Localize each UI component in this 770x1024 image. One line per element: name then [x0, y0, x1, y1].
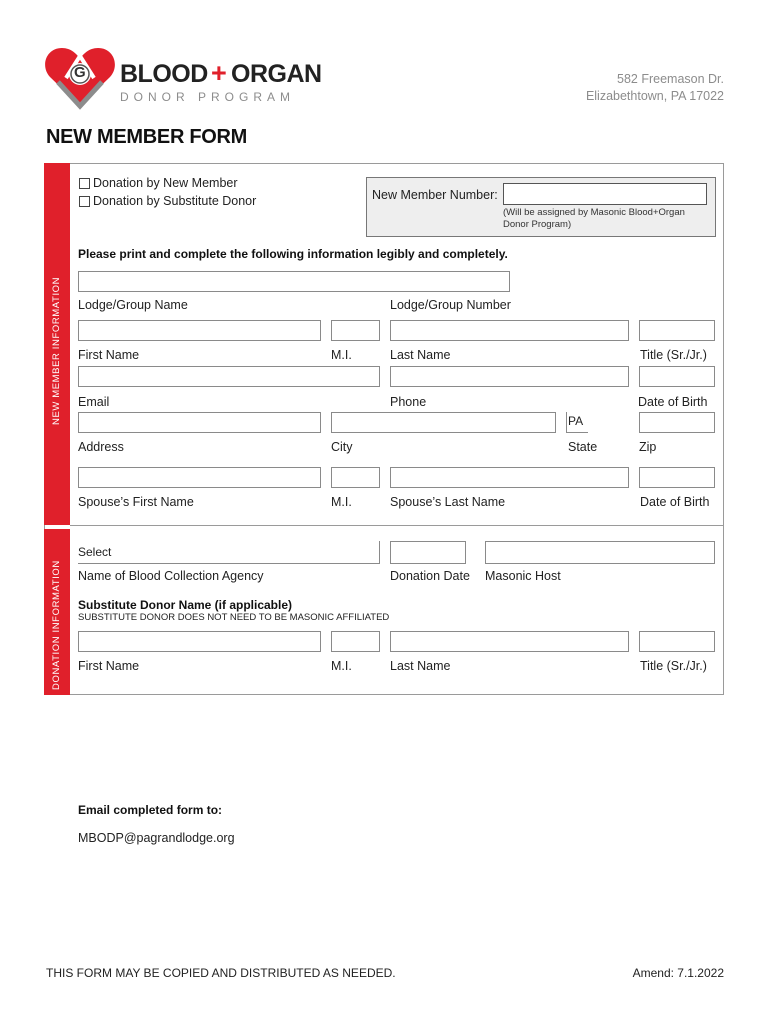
donation-info-sidebar [44, 529, 70, 695]
title-input[interactable] [639, 320, 715, 341]
email-to-address[interactable]: MBODP@pagrandlodge.org [78, 831, 235, 845]
footer-amend: Amend: 7.1.2022 [632, 966, 724, 980]
phone-label: Phone [390, 395, 427, 409]
sub-first-label: First Name [78, 659, 140, 673]
phone-input[interactable] [390, 366, 629, 387]
donation-date-input[interactable] [390, 541, 466, 564]
email-to-label: Email completed form to: [78, 803, 223, 817]
sub-mi-input[interactable] [331, 631, 380, 652]
spouse-first-label: Spouse’s First Name [78, 495, 194, 509]
spouse-last-label: Spouse’s Last Name [390, 495, 506, 509]
sub-title-label: Title (Sr./Jr.) [640, 659, 707, 673]
address-line-1: 582 Freemason Dr. [617, 72, 724, 86]
spouse-first-input[interactable] [78, 467, 321, 488]
email-input[interactable] [78, 366, 380, 387]
sub-title-input[interactable] [639, 631, 715, 652]
logo-plus: + [211, 58, 227, 88]
logo-word-blood: BLOOD [120, 60, 208, 88]
city-label: City [331, 440, 353, 454]
member-number-input[interactable] [503, 183, 707, 205]
logo-word-organ: ORGAN [231, 60, 322, 88]
address-line-2: Elizabethtown, PA 17022 [585, 89, 724, 103]
member-number-label: New Member Number: [372, 188, 498, 202]
last-name-input[interactable] [390, 320, 629, 341]
sub-first-input[interactable] [78, 631, 321, 652]
lodge-name-input[interactable] [78, 271, 510, 292]
sub-mi-label: M.I. [331, 659, 352, 673]
instruction-text: Please print and complete the following information legibly and completely. [78, 247, 508, 261]
mi-input[interactable] [331, 320, 380, 341]
spouse-dob-input[interactable] [639, 467, 715, 488]
spouse-mi-label: M.I. [331, 495, 352, 509]
lodge-name-label: Lodge/Group Name [78, 298, 188, 312]
checkbox-new-member[interactable] [79, 178, 90, 189]
agency-select[interactable]: Select [78, 541, 380, 564]
address-label: Address [78, 440, 124, 454]
zip-label: Zip [639, 440, 657, 454]
donation-info-label: DONATION INFORMATION [51, 560, 62, 690]
mi-label: M.I. [331, 348, 352, 362]
member-info-label: NEW MEMBER INFORMATION [51, 276, 62, 425]
state-label: State [568, 440, 598, 454]
lodge-number-label: Lodge/Group Number [390, 298, 511, 312]
first-name-label: First Name [78, 348, 140, 362]
logo-letter: G [74, 64, 86, 81]
address-input[interactable] [78, 412, 321, 433]
dob-label: Date of Birth [638, 395, 708, 409]
last-name-label: Last Name [390, 348, 451, 362]
spouse-last-input[interactable] [390, 467, 629, 488]
dob-input[interactable] [639, 366, 715, 387]
sub-last-label: Last Name [390, 659, 451, 673]
zip-input[interactable] [639, 412, 715, 433]
logo [44, 44, 334, 114]
option-substitute-label: Donation by Substitute Donor [93, 194, 257, 208]
title-label: Title (Sr./Jr.) [640, 348, 707, 362]
substitute-note: SUBSTITUTE DONOR DOES NOT NEED TO BE MASONIC AFFILIATED [78, 612, 390, 623]
state-input[interactable]: PA [566, 412, 588, 433]
substitute-title: Substitute Donor Name (if applicable) [78, 598, 293, 612]
donation-date-label: Donation Date [390, 569, 470, 583]
spouse-dob-label: Date of Birth [640, 495, 710, 509]
page-title: NEW MEMBER FORM [46, 126, 248, 148]
first-name-input[interactable] [78, 320, 321, 341]
sub-last-input[interactable] [390, 631, 629, 652]
checkbox-substitute[interactable] [79, 196, 90, 207]
footer-note: THIS FORM MAY BE COPIED AND DISTRIBUTED AS NEEDED. [46, 966, 396, 980]
city-input[interactable] [331, 412, 556, 433]
masonic-host-input[interactable] [485, 541, 715, 564]
section-divider [70, 525, 724, 526]
member-number-note: (Will be assigned by Masonic Blood+Organ Donor Program) [503, 207, 685, 230]
option-new-member-label: Donation by New Member [93, 176, 238, 190]
agency-label: Name of Blood Collection Agency [78, 569, 264, 583]
spouse-mi-input[interactable] [331, 467, 380, 488]
logo-subtitle: DONOR PROGRAM [120, 90, 296, 104]
masonic-host-label: Masonic Host [485, 569, 561, 583]
member-info-sidebar [44, 163, 70, 525]
email-label: Email [78, 395, 110, 409]
